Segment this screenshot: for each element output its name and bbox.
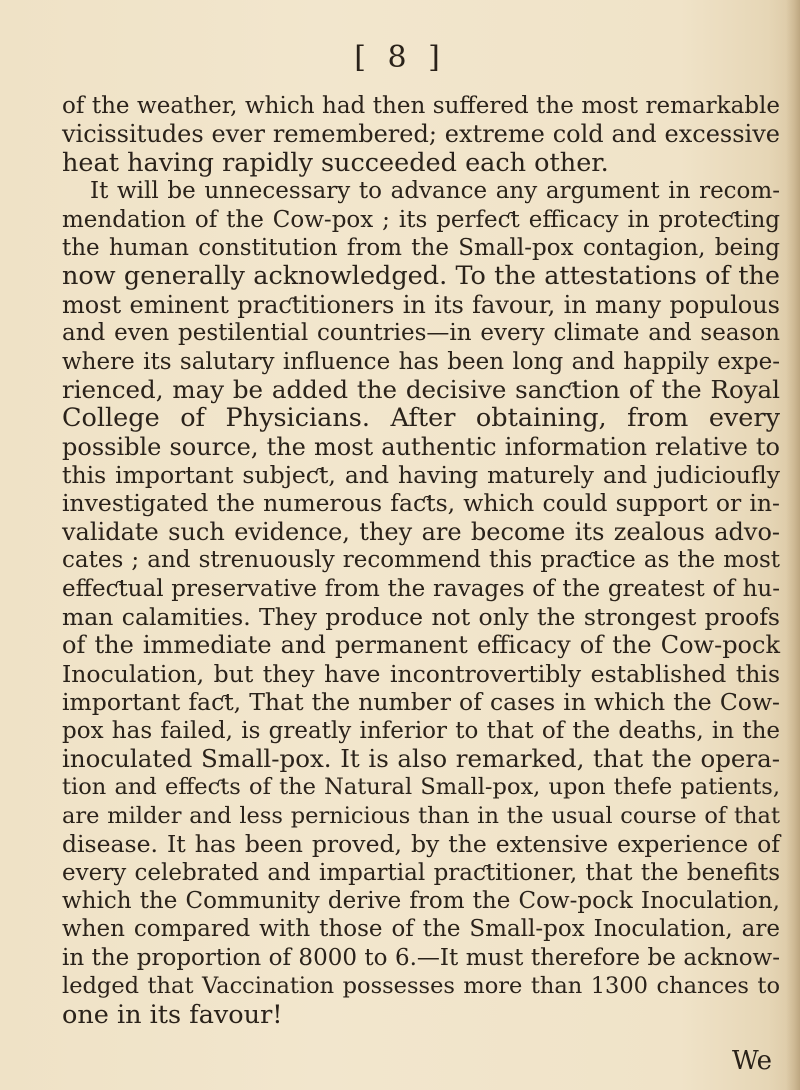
text-line: one in its favour! [62, 999, 283, 1030]
text-line: disease. It has been proved, by the extensive experience of [62, 830, 780, 859]
text-line: where its salutary influence has been long and happily expe- [62, 348, 780, 375]
text-line: possible source, the most authentic information relative to [62, 432, 780, 461]
text-line: tion and effeƈts of the Natural Small-pox, upon thefe patients, [62, 774, 780, 801]
text-line: in the proportion of 8000 to 6.—It must therefore be acknow- [62, 944, 780, 971]
text-line: pox has failed, is greatly inferior to that of the deaths, in the [62, 717, 780, 744]
text-line: cates ; and strenuously recommend this praƈtice as the most [62, 547, 780, 574]
page-edge-shadow [786, 0, 800, 1090]
text-line: College of Physicians. After obtaining, from every [62, 403, 780, 434]
text-line: It will be unnecessary to advance any argument in recom- [90, 178, 780, 205]
text-line: important faƈt, That the number of cases in which the Cow- [62, 688, 780, 717]
text-line: and even pestilential countries—in every climate and season [62, 320, 780, 347]
text-line: now generally acknowledged. To the attestations of the [62, 261, 780, 292]
page-number: [ 8 ] [354, 40, 446, 75]
catchword: We [732, 1046, 772, 1076]
text-line: validate such evidence, they are become its zealous advo- [62, 517, 780, 546]
text-line: man calamities. They produce not only the strongest proofs [62, 603, 780, 632]
text-line: every celebrated and impartial praƈtitioner, that the benefits [62, 859, 780, 886]
text-line: this important subjeƈt, and having maturely and judicioufly [62, 461, 780, 490]
text-line: of the immediate and permanent efficacy of the Cow-pock [62, 631, 780, 660]
text-line: ledged that Vaccination possesses more than 1300 chances to [62, 973, 780, 1000]
text-line: most eminent praƈtitioners in its favour, in many populous [62, 290, 780, 319]
text-line: effeƈtual preservative from the ravages of the greatest of hu- [62, 575, 780, 602]
body-text [62, 92, 780, 1029]
text-line: heat having rapidly succeeded each other. [62, 147, 609, 178]
text-line: mendation of the Cow-pox ; its perfeƈt efficacy in proteƈting [62, 206, 780, 233]
text-line: inoculated Small-pox. It is also remarked, that the opera- [62, 743, 780, 773]
text-line: when compared with those of the Small-pox Inoculation, are [62, 916, 780, 943]
text-line: which the Community derive from the Cow-pock Inoculation, [62, 887, 780, 914]
text-line: investigated the numerous faƈts, which could support or in- [62, 489, 780, 518]
text-line: the human constitution from the Small-pox contagion, being [62, 234, 780, 261]
text-line: of the weather, which had then suffered the most remarkable [62, 93, 780, 119]
text-line: rienced, may be added the decisive sanƈtion of the Royal [62, 374, 780, 404]
text-line: are milder and less pernicious than in the usual course of that [62, 802, 780, 829]
text-line: vicissitudes ever remembered; extreme cold and excessive [62, 120, 780, 149]
text-line: Inoculation, but they have incontrovertibly established this [62, 659, 780, 688]
